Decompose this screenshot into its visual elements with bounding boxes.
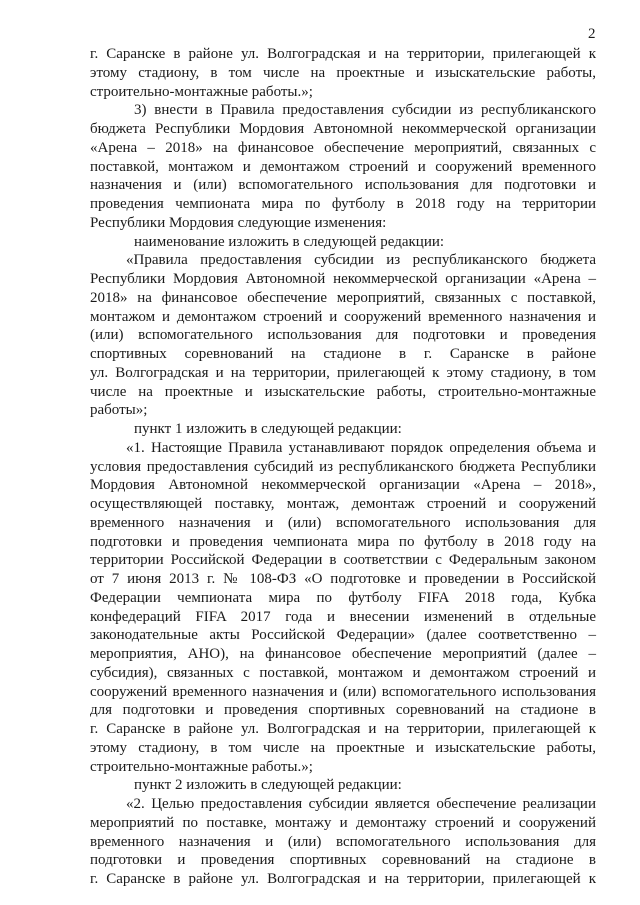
- text-line: Федерации чемпионата мира по футболу FIFA 2018 года, Кубка: [90, 589, 596, 606]
- text-line: временного назначения и (или) вспомогательного использования для: [90, 514, 596, 531]
- text-line: подготовки и проведения чемпионата мира по футболу в 2018 году на: [90, 533, 596, 550]
- text-line: поставкой, монтажом и демонтажом строений и сооружений временного: [90, 158, 596, 175]
- text-line: «Правила предоставления субсидии из республиканского бюджета: [126, 252, 596, 269]
- text-line: подготовки и проведения спортивных соревнований на стадионе в: [90, 852, 596, 869]
- text-line: для подготовки и проведения спортивных соревнований на стадионе в: [90, 702, 596, 719]
- text-line: «1. Настоящие Правила устанавливают порядок определения объема и: [126, 439, 596, 456]
- document-body: [90, 45, 596, 889]
- text-line: спортивных соревнований на стадионе в г. Саранске в районе: [90, 346, 596, 362]
- text-line: от 7 июня 2013 г. № 108-ФЗ «О подготовке и проведении в Российской: [90, 571, 596, 587]
- text-line: осуществляющей поставку, монтаж, демонтаж строений и сооружений: [90, 496, 596, 512]
- text-line: назначения и (или) вспомогательного использования для подготовки и: [90, 177, 596, 194]
- text-line: мероприятий по поставке, монтажу и демонтажу строений и сооружений: [90, 814, 596, 831]
- text-line: строительно-монтажные работы.»;: [90, 83, 313, 100]
- text-line: 2018» на финансовое обеспечение мероприятий, связанных с поставкой,: [90, 289, 596, 306]
- text-line: этому стадиону, в том числе на проектные и изыскательские работы,: [90, 64, 596, 81]
- text-line: условия предоставления субсидий из республиканского бюджета Республики: [90, 458, 596, 475]
- text-line: 3) внести в Правила предоставления субсидии из республиканского: [134, 102, 596, 119]
- text-line: «2. Целью предоставления субсидии является обеспечение реализации: [126, 796, 596, 812]
- text-line: территории Российской Федерации в соответствии с Федеральным законом: [90, 552, 596, 569]
- text-line: мероприятия, АНО), на финансовое обеспечение мероприятий (далее –: [90, 646, 596, 662]
- text-line: временного назначения и (или) вспомогательного использования для: [90, 833, 596, 850]
- text-line: пункт 1 изложить в следующей редакции:: [134, 421, 402, 437]
- text-line: наименование изложить в следующей редакции:: [134, 233, 445, 250]
- text-line: Республики Мордовия следующие изменения:: [90, 214, 387, 231]
- text-line: субсидия), связанных с поставкой, монтажом и демонтажом строений и: [90, 664, 596, 681]
- text-line: монтажом и демонтажом строений и сооружений временного назначения и: [90, 308, 596, 325]
- text-line: «Арена – 2018» на финансовое обеспечение мероприятий, связанных с: [90, 139, 596, 156]
- page-number: 2: [588, 26, 596, 42]
- text-line: бюджета Республики Мордовия Автономной некоммерческой организации: [90, 121, 596, 137]
- text-line: Республики Мордовия Автономной некоммерческой организации «Арена –: [90, 271, 596, 287]
- text-line: сооружений временного назначения и (или) вспомогательного использования: [90, 683, 596, 700]
- text-line: строительно-монтажные работы.»;: [90, 758, 313, 775]
- text-line: пункт 2 изложить в следующей редакции:: [134, 777, 402, 794]
- text-line: ул. Волгоградская и на территории, прилегающей к этому стадиону, в том: [90, 364, 596, 381]
- text-line: работы»;: [90, 402, 148, 419]
- text-line: г. Саранске в районе ул. Волгоградская и на территории, прилегающей к: [90, 871, 596, 887]
- text-line: числе на проектные и изыскательские работы, строительно-монтажные: [90, 383, 596, 400]
- text-line: законодательные акты Российской Федерации» (далее соответственно –: [90, 627, 596, 644]
- text-line: Мордовия Автономной некоммерческой организации «Арена – 2018»,: [90, 477, 596, 494]
- text-line: г. Саранске в районе ул. Волгоградская и на территории, прилегающей к: [90, 721, 596, 737]
- text-line: конфедераций FIFA 2017 года и внесении изменений в отдельные: [90, 608, 596, 625]
- text-line: проведения чемпионата мира по футболу в 2018 году на территории: [90, 196, 596, 212]
- text-line: г. Саранске в районе ул. Волгоградская и на территории, прилегающей к: [90, 46, 596, 62]
- text-line: этому стадиону, в том числе на проектные и изыскательские работы,: [90, 739, 596, 756]
- text-line: (или) вспомогательного использования для подготовки и проведения: [90, 327, 596, 344]
